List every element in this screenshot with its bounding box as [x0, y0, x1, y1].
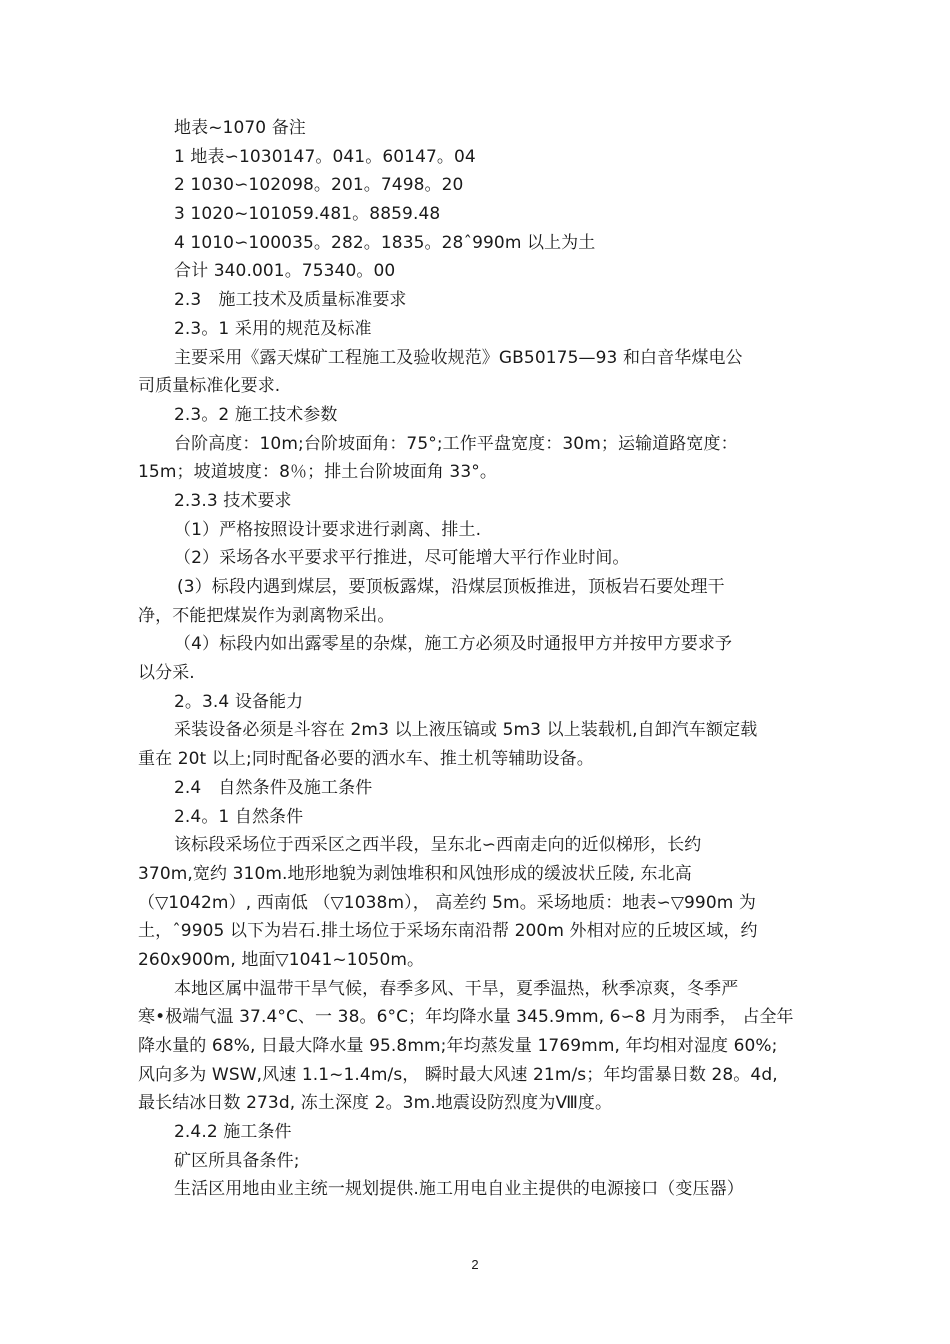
- subsection-heading: 2.3。1 采用的规范及标准: [174, 318, 372, 339]
- text-line: 主要采用《露天煤矿工程施工及验收规范》GB50175—93 和白音华煤电公: [174, 347, 743, 368]
- page-number: 2: [471, 1257, 479, 1272]
- subsection-heading: 2.4。1 自然条件: [174, 806, 304, 827]
- text-line: 1 地表∽1030147。041。60147。04: [174, 146, 476, 167]
- text-line: 净，不能把煤炭作为剥离物采出。: [138, 605, 395, 626]
- text-line: 3 1020~101059.481。8859.48: [174, 204, 441, 225]
- subsection-heading: 2。3.4 设备能力: [174, 691, 304, 712]
- section-heading: 2.3 施工技术及质量标准要求: [174, 290, 407, 311]
- section-heading: 2.4 自然条件及施工条件: [174, 777, 373, 798]
- text-line: 合计 340.001。75340。00: [174, 261, 396, 282]
- text-line: 采装设备必须是斗容在 2m3 以上液压镐或 5m3 以上装载机,自卸汽车额定载: [174, 720, 758, 741]
- text-line: 重在 20t 以上;同时配备必要的洒水车、推土机等辅助设备。: [138, 749, 594, 770]
- text-line: 风向多为 WSW,风速 1.1~1.4m/s， 瞬时最大风速 21m/s；年均雷暴日数 28。4d,: [138, 1064, 778, 1085]
- list-item: （4）标段内如出露零星的杂煤，施工方必须及时通报甲方并按甲方要求予: [174, 634, 733, 655]
- text-line: 2 1030∽102098。201。7498。20: [174, 175, 464, 196]
- text-line: 本地区属中温带干旱气候，春季多风、干旱，夏季温热，秋季凉爽，冬季严: [174, 978, 739, 999]
- text-line: 15m；坡道坡度：8％；排土台阶坡面角 33°。: [138, 462, 497, 483]
- text-line: 司质量标准化要求.: [138, 376, 281, 397]
- subsection-heading: 2.3.3 技术要求: [174, 490, 292, 511]
- text-line: 寒•极端气温 37.4°C、一 38。6°C；年均降水量 345.9mm, 6∽8 月为雨季， 占全年: [138, 1007, 794, 1028]
- text-line: 降水量的 68%, 日最大降水量 95.8mm;年均蒸发量 1769mm, 年均相对湿度 60%;: [138, 1036, 778, 1056]
- text-line: 地表~1070 备注: [174, 118, 306, 138]
- text-line: 最长结冰日数 273d, 冻土深度 2。3m.地震设防烈度为Ⅷ度。: [138, 1093, 613, 1114]
- text-line: 矿区所具备条件;: [174, 1150, 300, 1171]
- list-item: (3）标段内遇到煤层，要顶板露煤，沿煤层顶板推进，顶板岩石要处理干: [177, 577, 725, 597]
- list-item: （2）采场各水平要求平行推进，尽可能增大平行作业时间。: [174, 548, 630, 569]
- text-line: 以分采.: [138, 663, 195, 684]
- list-item: （1）严格按照设计要求进行剥离、排土.: [174, 519, 482, 540]
- text-line: 该标段采场位于西采区之西半段，呈东北∽西南走向的近似梯形，长约: [174, 835, 702, 856]
- body-text: [138, 114, 818, 1204]
- text-line: 土，ˆ9905 以下为岩石.排土场位于采场东南沿帮 200m 外相对应的丘坡区域，约: [138, 921, 758, 942]
- text-line: （▽1042m）, 西南低 （▽1038m）， 高差约 5m。采场地质：地表∽▽990m 为: [138, 892, 757, 913]
- text-line: 台阶高度：10m;台阶坡面角：75°;工作平盘宽度：30m；运输道路宽度：: [174, 433, 738, 454]
- subsection-heading: 2.4.2 施工条件: [174, 1122, 292, 1143]
- text-line: 260x900m, 地面▽1041~1050m。: [138, 949, 425, 970]
- text-line: 生活区用地由业主统一规划提供.施工用电自业主提供的电源接口（变压器）: [174, 1179, 744, 1200]
- text-line: 370m,宽约 310m.地形地貌为剥蚀堆积和风蚀形成的缓波状丘陵, 东北高: [138, 863, 692, 884]
- text-line: 4 1010∽100035。282。1835。28ˆ990m 以上为土: [174, 232, 596, 253]
- subsection-heading: 2.3。2 施工技术参数: [174, 404, 338, 425]
